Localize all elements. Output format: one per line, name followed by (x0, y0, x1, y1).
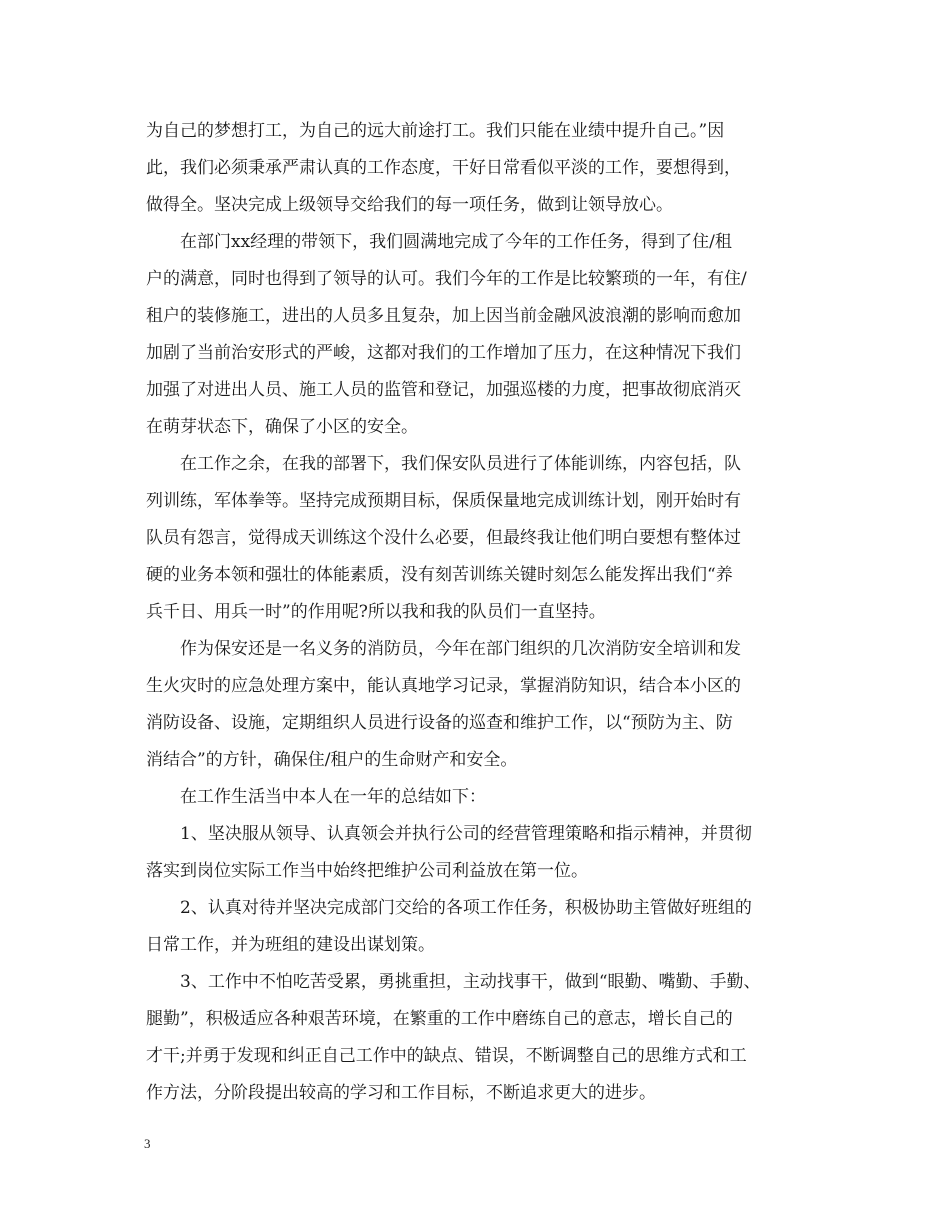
body-text-line: 消防设备、设施，定期组织人员进行设备的巡查和维护工作，以“预防为主、防 (146, 713, 733, 733)
body-text-line: 日常工作，并为班组的建设出谋划策。 (146, 935, 435, 955)
body-text-line: 租户的装修施工，进出的人员多且复杂，加上因当前金融风波浪潮的影响而愈加 (146, 306, 741, 326)
body-text-line: 在萌芽状态下，确保了小区的安全。 (146, 417, 418, 437)
paragraph-first-line: 在工作之余，在我的部署下，我们保安队员进行了体能训练，内容包括，队 (180, 454, 741, 474)
body-text-line: 户的满意，同时也得到了领导的认可。我们今年的工作是比较繁琐的一年，有住/ (146, 269, 747, 289)
paragraph-first-line: 在工作生活当中本人在一年的总结如下： (180, 787, 486, 807)
body-text-line: 消结合”的方针，确保住/租户的生命财产和安全。 (146, 750, 518, 770)
body-text-line: 做得全。坚决完成上级领导交给我们的每一项任务，做到让领导放心。 (146, 195, 673, 215)
page-number: 3 (144, 1136, 151, 1151)
paragraph-first-line: 作为保安还是一名义务的消防员，今年在部门组织的几次消防安全培训和发 (180, 639, 741, 659)
body-text-line: 为自己的梦想打工，为自己的远大前途打工。我们只能在业绩中提升自己。”因 (146, 121, 725, 141)
body-text-line: 列训练，军体拳等。坚持完成预期目标，保质保量地完成训练计划，刚开始时有 (146, 491, 741, 511)
list-item-first-line: 1、坚决服从领导、认真领会并执行公司的经营管理策略和指示精神，并贯彻 (180, 824, 752, 844)
body-text-line: 此，我们必须秉承严肃认真的工作态度，干好日常看似平淡的工作，要想得到， (146, 158, 741, 178)
body-text-line: 加强了对进出人员、施工人员的监管和登记，加强巡楼的力度，把事故彻底消灭 (146, 380, 741, 400)
paragraph-first-line: 在部门xx经理的带领下，我们圆满地完成了今年的工作任务，得到了住/租 (180, 232, 732, 252)
body-text-line: 兵千日、用兵一时”的作用呢?所以我和我的队员们一直坚持。 (146, 602, 606, 622)
body-text-line: 落实到岗位实际工作当中始终把维护公司利益放在第一位。 (146, 861, 588, 881)
body-text-line: 作方法，分阶段提出较高的学习和工作目标，不断追求更大的进步。 (146, 1083, 656, 1103)
list-item-first-line: 2、认真对待并坚决完成部门交给的各项工作任务，积极协助主管做好班组的 (180, 898, 752, 918)
body-text-line: 才干;并勇于发现和纠正自己工作中的缺点、错误，不断调整自己的思维方式和工 (146, 1046, 747, 1066)
body-text-line: 硬的业务本领和强壮的体能素质，没有刻苦训练关键时刻怎么能发挥出我们“养 (146, 565, 733, 585)
body-text-line: 生火灾时的应急处理方案中，能认真地学习记录，掌握消防知识，结合本小区的 (146, 676, 741, 696)
body-text-line: 腿勤”，积极适应各种艰苦环境，在繁重的工作中磨练自己的意志，增长自己的 (146, 1009, 733, 1029)
body-text-line: 加剧了当前治安形式的严峻，这都对我们的工作增加了压力，在这种情况下我们 (146, 343, 741, 363)
body-text-line: 队员有怨言，觉得成天训练这个没什么必要，但最终我让他们明白要想有整体过 (146, 528, 741, 548)
list-item-first-line: 3、工作中不怕吃苦受累，勇挑重担，主动找事干，做到“眼勤、嘴勤、手勤、 (180, 972, 761, 992)
